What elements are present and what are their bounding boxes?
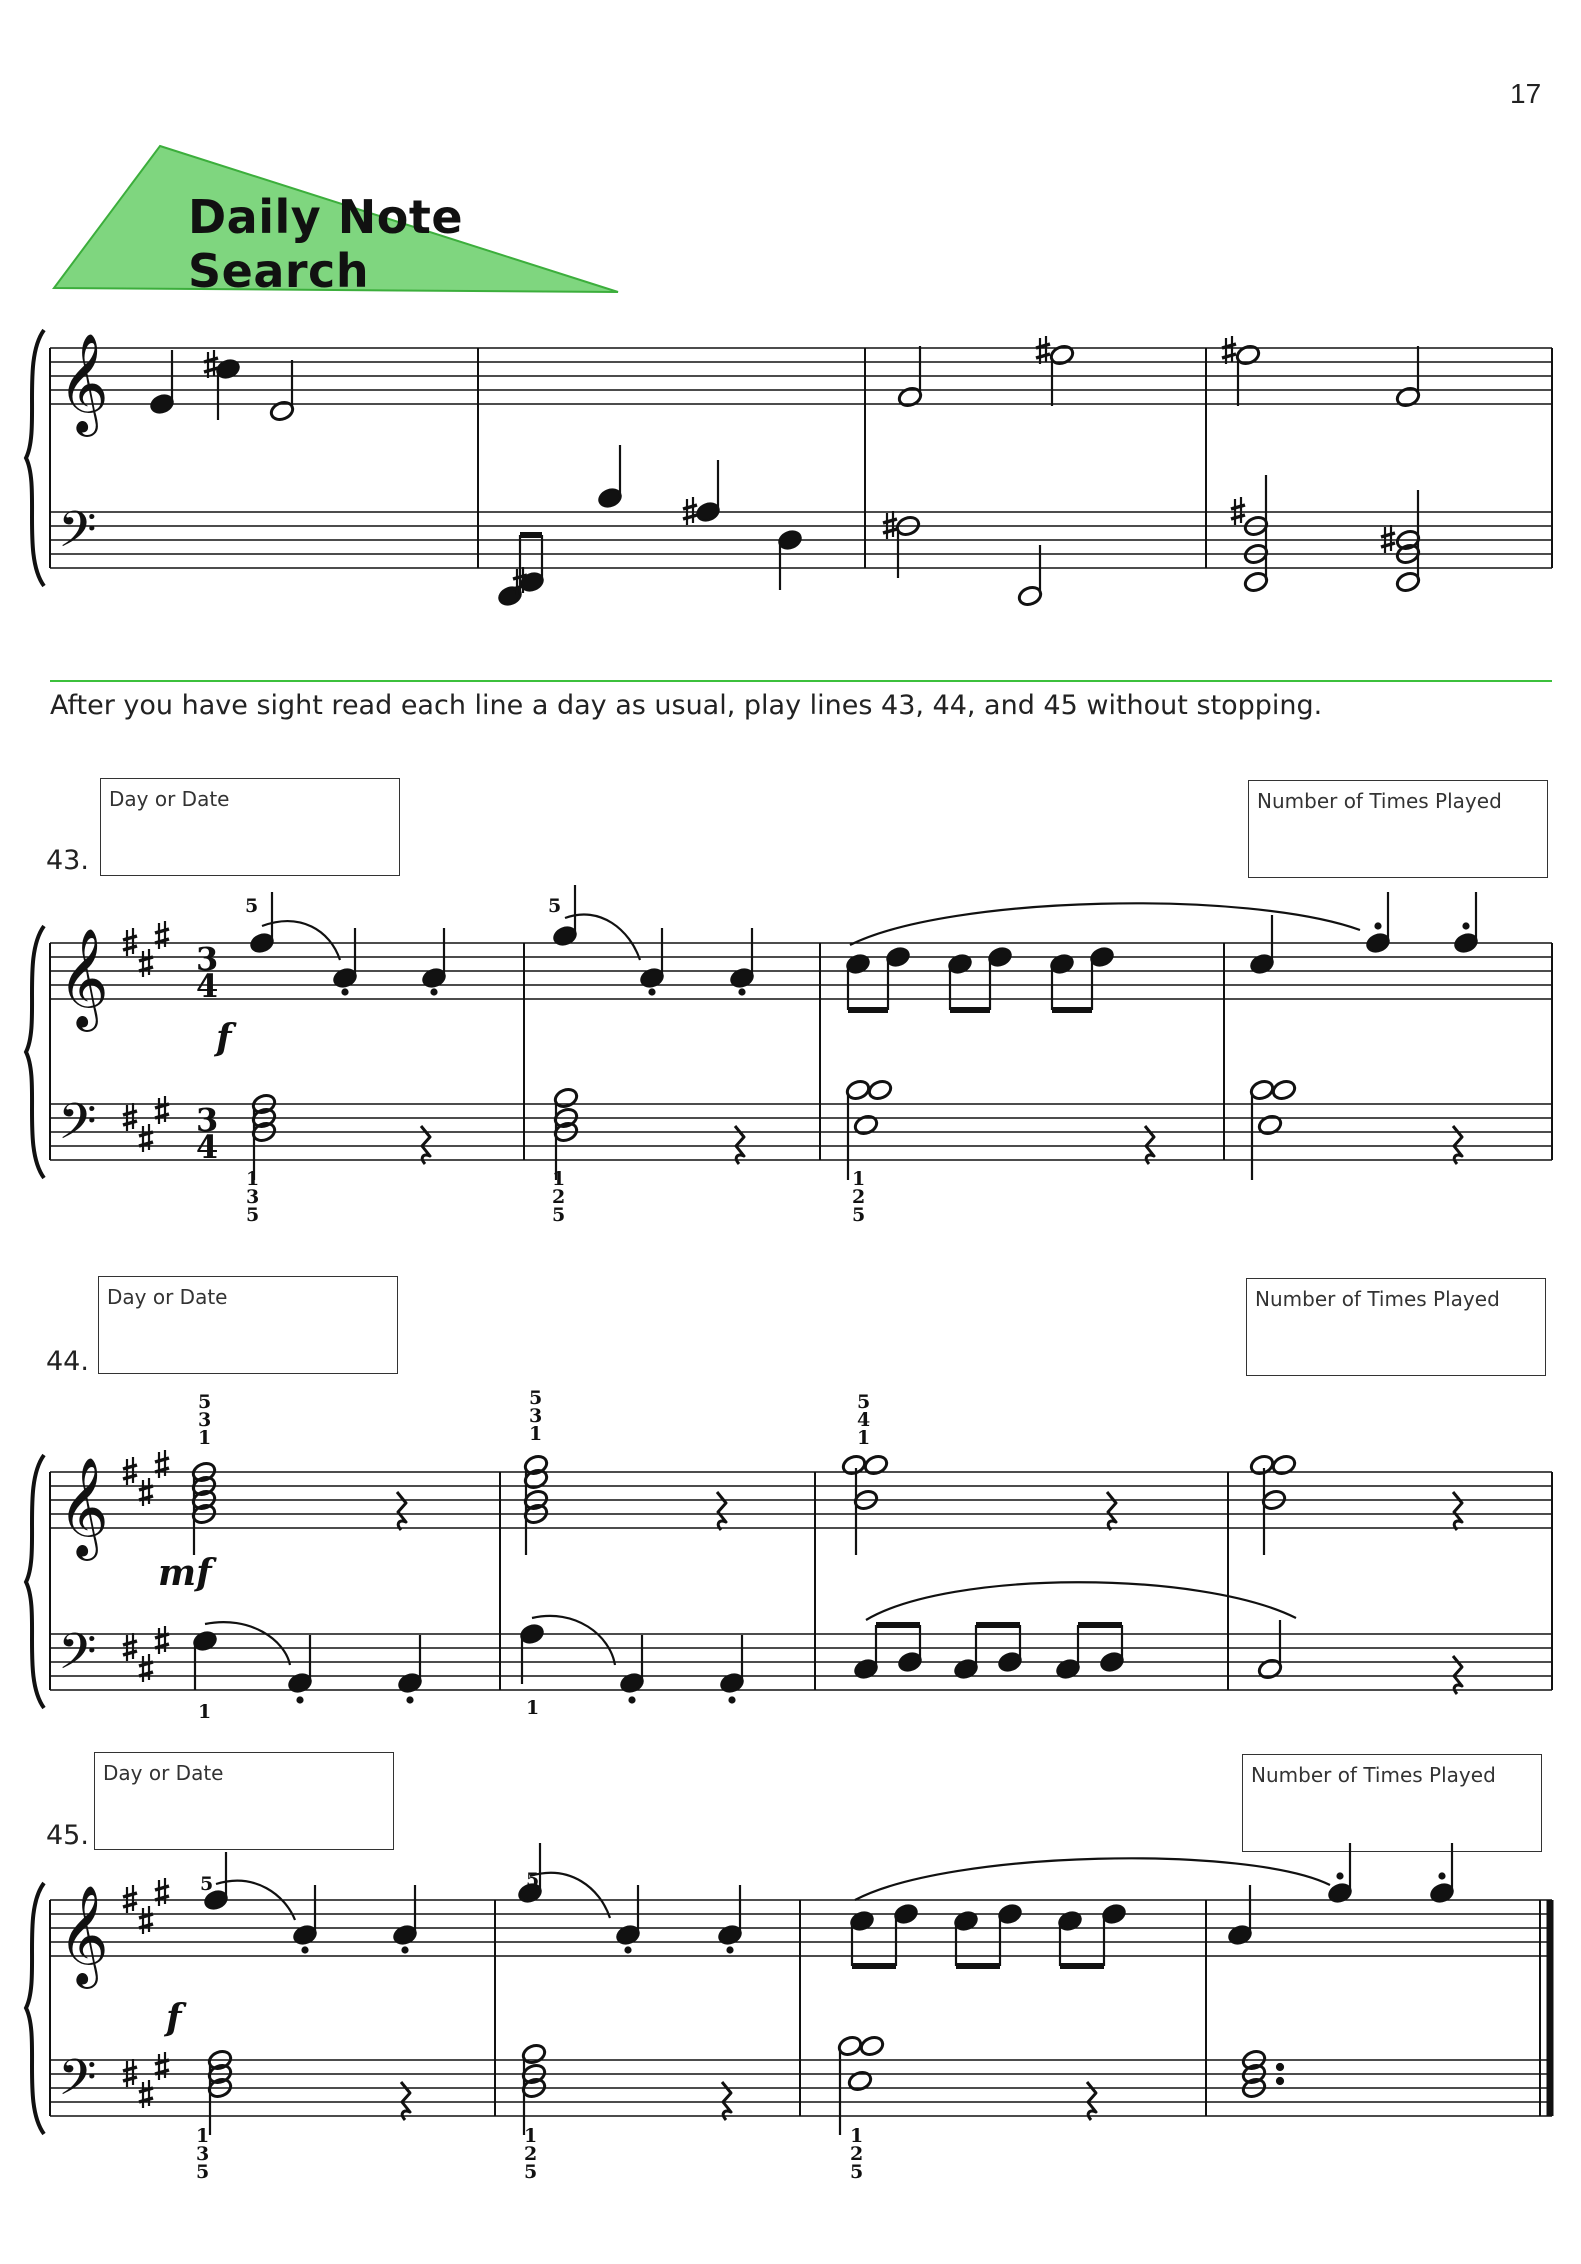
lh-fingering: 1 [198,1701,212,1723]
svg-text:5: 5 [524,2161,538,2183]
svg-text:3: 3 [529,1405,543,1427]
treble-clef-icon: 𝄞 [58,928,109,1028]
time-signature-bottom: 4 [196,1128,219,1166]
s43-treble-staff [50,943,1552,999]
times-played-label: Number of Times Played [1257,789,1502,813]
svg-text:2: 2 [850,2143,864,2165]
lh-fingering: 1 [526,1697,540,1719]
svg-text:2: 2 [552,1186,566,1208]
rh-fingering: 5 [526,1869,540,1891]
svg-text:1: 1 [198,1427,212,1449]
svg-text:5: 5 [850,2161,864,2183]
dynamic-marking: f [216,1017,232,1059]
time-signature-top: 3 [196,940,219,978]
dynamic-marking: mf [158,1552,212,1594]
s44-bass-staff [50,1634,1552,1690]
svg-text:1: 1 [246,1168,260,1190]
svg-text:1: 1 [850,2125,864,2147]
section-title: Daily Note Search [188,190,464,298]
times-played-label: Number of Times Played [1251,1763,1496,1787]
line-number-44: 44. [46,1346,89,1377]
s45-brace [26,1883,44,2134]
s45-barlines [50,1900,1550,2116]
s44-treble-staff [50,1472,1552,1528]
svg-text:4: 4 [857,1409,871,1431]
svg-text:5: 5 [198,1391,212,1413]
s43-brace [26,926,44,1178]
svg-text:1: 1 [852,1168,866,1190]
bass-clef-icon: 𝄢 [58,501,97,571]
svg-text:2: 2 [524,2143,538,2165]
svg-text:1: 1 [196,2125,210,2147]
line-number-43: 43. [46,845,89,876]
line-number-45: 45. [46,1820,89,1851]
bass-clef-icon: 𝄢 [58,1623,97,1693]
bass-clef-icon: 𝄢 [58,2049,97,2119]
system-45 [26,1843,1552,2183]
s43-notes [249,885,1479,1180]
time-signature-bottom: 4 [196,967,219,1005]
bass-clef-icon: 𝄢 [58,1093,97,1163]
s44-brace [26,1455,44,1708]
svg-text:1: 1 [857,1427,871,1449]
s45-notes [203,1843,1455,2135]
treble-clef-icon: 𝄞 [58,333,109,433]
svg-text:3: 3 [198,1409,212,1431]
day-or-date-label: Day or Date [109,787,230,811]
time-signature-top: 3 [196,1101,219,1139]
svg-text:5: 5 [552,1204,566,1226]
svg-text:5: 5 [857,1391,871,1413]
s45-lh-fingering [196,2125,863,2183]
treble-clef-icon: 𝄞 [58,1885,109,1985]
s44-rh-fingering [198,1387,870,1449]
svg-text:1: 1 [529,1423,543,1445]
instructions-text: After you have sight read each line a day as usual, play lines 43, 44, and 45 without stopping. [50,690,1323,721]
treble-clef-icon: 𝄞 [58,1457,109,1557]
svg-text:5: 5 [852,1204,866,1226]
dynamic-marking: f [166,1997,182,2039]
svg-text:5: 5 [196,2161,210,2183]
rh-fingering: 5 [548,895,562,917]
day-or-date-label: Day or Date [103,1761,224,1785]
s44-barlines [50,1472,1552,1690]
svg-text:5: 5 [529,1387,543,1409]
rh-fingering: 5 [245,895,259,917]
times-played-label: Number of Times Played [1255,1287,1500,1311]
day-or-date-label: Day or Date [107,1285,228,1309]
svg-text:3: 3 [246,1186,260,1208]
svg-text:2: 2 [852,1186,866,1208]
s44-notes [191,1453,1462,1702]
svg-text:1: 1 [552,1168,566,1190]
svg-text:5: 5 [246,1204,260,1226]
system-43 [26,885,1552,1226]
svg-text:1: 1 [524,2125,538,2147]
svg-text:3: 3 [196,2143,210,2165]
rh-fingering: 5 [200,1873,214,1895]
system-44 [26,1387,1552,1723]
page-number: 17 [1510,78,1542,109]
